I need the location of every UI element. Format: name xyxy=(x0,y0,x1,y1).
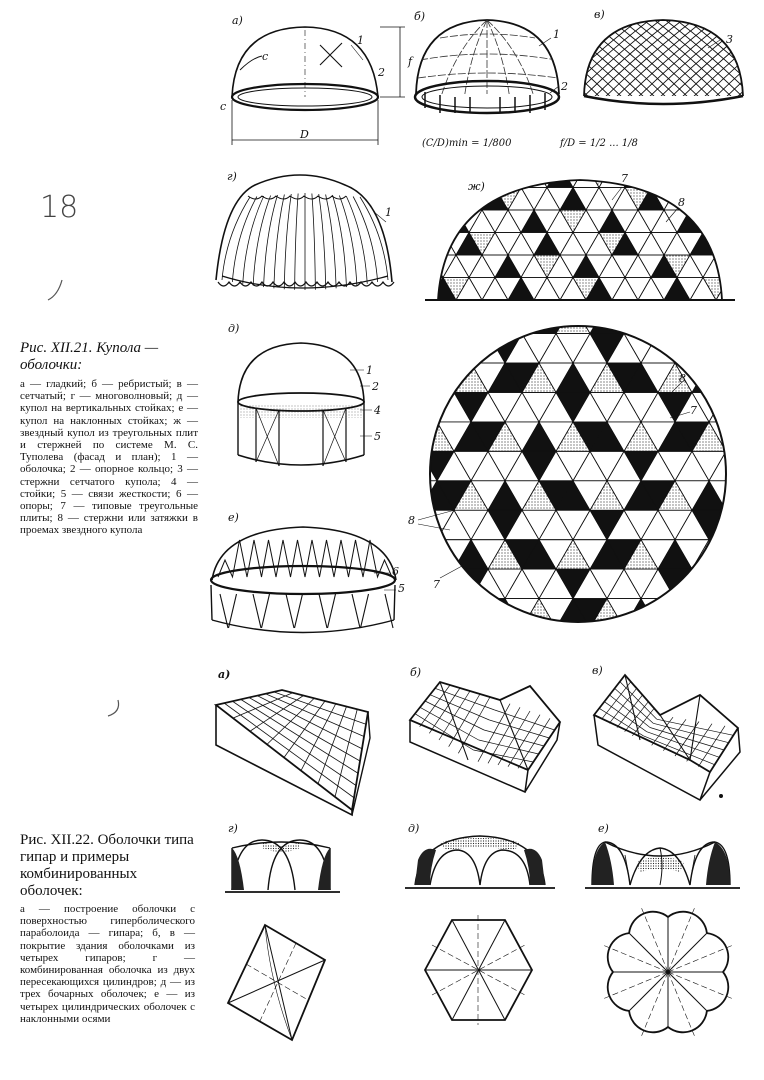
fig22-label-d: д) xyxy=(408,822,420,835)
fig21-caption-text: а — гладкий; б — ребристый; в — сетчатый; г — многоволновый; д — купол на вертикальных стойках; е — купол на наклонных стойках; ж — звездный купол из треугольных плит и стержней по системе М. С. Туполева (фасад и план); 1 — оболочка; 2 — опорное кольцо; 3 — стержни сетчатого купола; 4 — стойки; 5 — связи жесткости; 6 — опоры; 7 — типовые треугольные плиты; 8 — стержни или затяжки в проемах звездного купола xyxy=(20,378,198,537)
num-a-2: 2 xyxy=(378,66,385,79)
fig22-label-v: в) xyxy=(592,664,603,677)
num-d-5: 5 xyxy=(374,430,381,443)
num-plan-7-right: 7 xyxy=(690,404,697,417)
num-zh-8: 8 xyxy=(678,196,685,209)
formula-f-d: f/D = 1/2 ... 1/8 xyxy=(560,138,638,149)
num-plan-7-left: 7 xyxy=(433,578,440,591)
num-d-4: 4 xyxy=(374,404,381,417)
num-v-3: 3 xyxy=(726,33,733,46)
num-b-2: 2 xyxy=(561,80,568,93)
num-zh-7: 7 xyxy=(621,172,628,185)
fig21-label-zh: ж) xyxy=(468,180,485,193)
fig22-label-g: г) xyxy=(228,822,238,835)
dim-c-top: c xyxy=(262,50,269,63)
num-a-1: 1 xyxy=(357,34,364,47)
num-d-2: 2 xyxy=(372,380,379,393)
num-e-5: 5 xyxy=(398,582,405,595)
num-plan-8-right: 8 xyxy=(679,372,686,385)
fig22-label-e: е) xyxy=(598,822,609,835)
dim-f: f xyxy=(408,55,413,68)
formula-c-d: (C/D)min = 1/800 xyxy=(422,138,512,149)
fig21-caption-title: Рис. XII.21. Купола — оболочки: xyxy=(20,340,159,373)
num-e-6: 6 xyxy=(392,565,399,578)
fig21-label-e: е) xyxy=(228,511,239,524)
fig21-label-b: б) xyxy=(414,10,426,23)
fig22-label-a: а) xyxy=(218,668,231,681)
dim-c-left: c xyxy=(220,100,227,113)
fig21-label-a: а) xyxy=(232,14,243,27)
dim-D: D xyxy=(300,128,309,141)
num-b-1: 1 xyxy=(553,28,560,41)
margin-note: 18 xyxy=(40,190,79,225)
fig22-label-b: б) xyxy=(410,666,422,679)
fig21-label-g: г) xyxy=(227,170,237,183)
num-plan-8-left: 8 xyxy=(408,514,415,527)
fig22-caption-title: Рис. XII.22. Оболочки типа гипар и примеры комбинированных оболочек: xyxy=(20,832,194,899)
num-d-1: 1 xyxy=(366,364,373,377)
fig21-label-d: д) xyxy=(228,322,240,335)
fig22-caption-text: а — построение оболочки с поверхностью гиперболического параболоида — гипара; б, в — покрытие здания оболочками из четырех гипаров; г — комбинированная оболочка из двух пересекающихся цилиндров; д — из трех бочарных оболочек; е — из четырех цилиндрических оболочек с наклонными осями xyxy=(20,903,195,1025)
fig21-label-v: в) xyxy=(594,8,605,21)
num-g-1: 1 xyxy=(385,206,392,219)
